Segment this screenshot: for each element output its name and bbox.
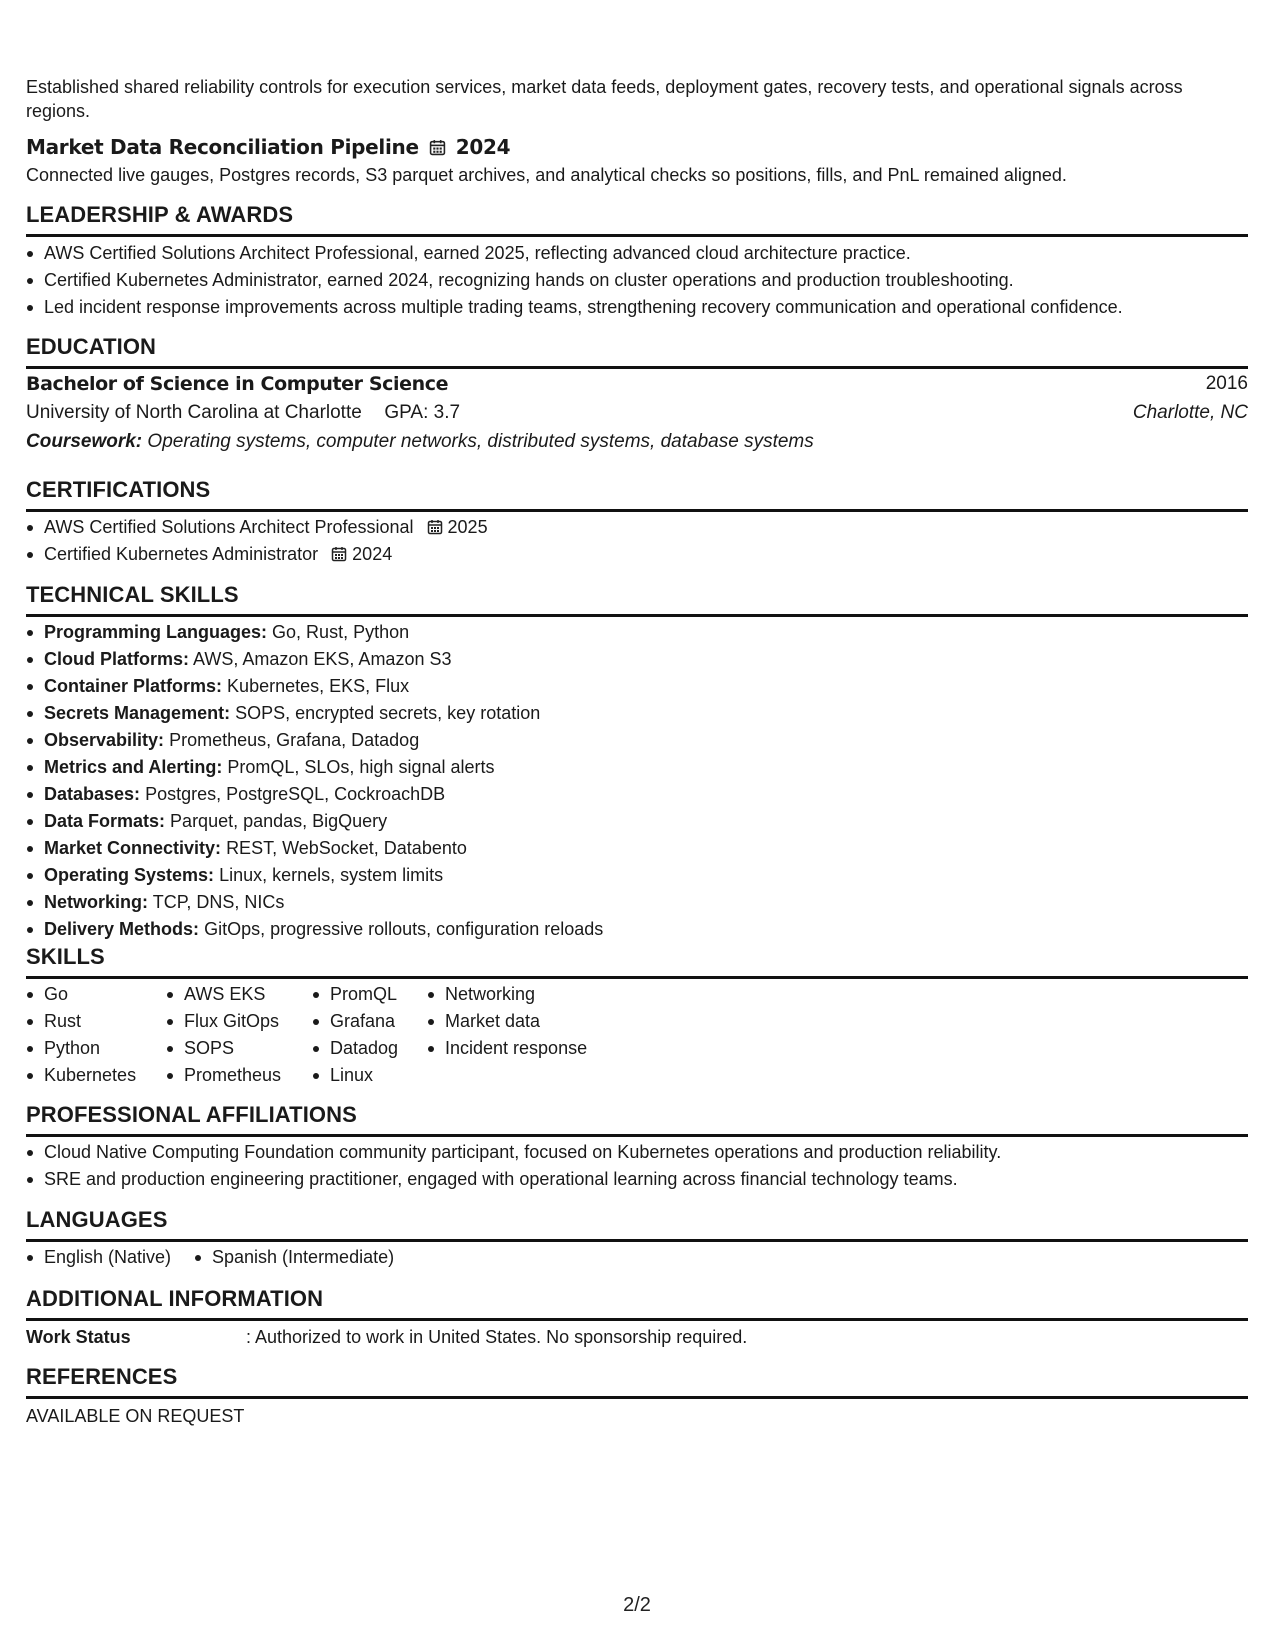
section-heading: EDUCATION [26, 334, 157, 359]
list-item [26, 862, 603, 889]
coursework-label: Coursework: [26, 431, 143, 452]
list-item: Kubernetes [26, 1062, 136, 1089]
list-item: AWS EKS [166, 981, 281, 1008]
list-item: Python [26, 1035, 136, 1062]
skill-values: REST, WebSocket, Databento [226, 838, 467, 858]
graduation-year: 2016 [1205, 373, 1248, 394]
section-heading: PROFESSIONAL AFFILIATIONS [26, 1102, 357, 1127]
section-divider [26, 1318, 1248, 1321]
skill-values: Go, Rust, Python [272, 622, 410, 642]
skill-values: Postgres, PostgreSQL, CockroachDB [145, 784, 446, 804]
calendar-icon [331, 546, 347, 562]
coursework-list: Operating systems, computer networks, distributed systems, database systems [147, 431, 814, 452]
language-item-1 [26, 1244, 171, 1271]
list-item: Spanish (Intermediate) [194, 1244, 394, 1271]
skill-values: Kubernetes, EKS, Flux [227, 676, 410, 696]
list-item [26, 754, 603, 781]
skill-values: Linux, kernels, system limits [219, 865, 444, 885]
section-heading: CERTIFICATIONS [26, 477, 211, 502]
skill-category: Market Connectivity: [44, 838, 222, 858]
section-divider [26, 1239, 1248, 1242]
list-item [26, 541, 488, 568]
list-item: SRE and production engineering practitioner, engaged with operational learning across financial technology teams. [26, 1166, 1001, 1193]
skills-column-3 [312, 981, 398, 1089]
section-technical-skills [26, 582, 1248, 617]
list-item: Certified Kubernetes Administrator, earned 2024, recognizing hands on cluster operations and production troubleshooting. [26, 267, 1123, 294]
list-item [26, 916, 603, 943]
resume-page-2 [26, 0, 1248, 1650]
school-name: University of North Carolina at Charlotte [26, 402, 362, 423]
gpa: GPA: 3.7 [384, 402, 461, 423]
list-item: Led incident response improvements across multiple trading teams, strengthening recovery communication and operational confidence. [26, 294, 1123, 321]
education-degree-row [26, 370, 1248, 398]
section-additional-info [26, 1286, 1248, 1321]
project-description: Connected live gauges, Postgres records, S3 parquet archives, and analytical checks so positions, fills, and PnL remained aligned. [26, 165, 1067, 185]
list-item: SOPS [166, 1035, 281, 1062]
skill-category: Cloud Platforms: [44, 649, 190, 669]
school-location: Charlotte, NC [1132, 402, 1248, 423]
list-item [26, 889, 603, 916]
skill-category: Observability: [44, 730, 165, 750]
list-item: English (Native) [26, 1244, 171, 1271]
page-number: 2/2 [623, 1594, 651, 1616]
affiliations-list [26, 1139, 1001, 1193]
list-item: Prometheus [166, 1062, 281, 1089]
skill-values: Prometheus, Grafana, Datadog [169, 730, 420, 750]
section-divider [26, 509, 1248, 512]
intro-paragraph: Established shared reliability controls for execution services, market data feeds, deployment gates, recovery tests, and operational signals across regions. [26, 77, 1183, 121]
references-text: AVAILABLE ON REQUEST [26, 1406, 245, 1426]
calendar-icon [427, 519, 443, 535]
section-heading: REFERENCES [26, 1364, 178, 1389]
skill-values: SOPS, encrypted secrets, key rotation [235, 703, 541, 723]
list-item: AWS Certified Solutions Architect Professional, earned 2025, reflecting advanced cloud architecture practice. [26, 240, 1123, 267]
skill-category: Operating Systems: [44, 865, 215, 885]
skill-values: TCP, DNS, NICs [152, 892, 285, 912]
skill-category: Metrics and Alerting: [44, 757, 223, 777]
section-divider [26, 976, 1248, 979]
leadership-list [26, 240, 1123, 321]
skill-category: Container Platforms: [44, 676, 223, 696]
skills-column-1 [26, 981, 136, 1089]
project-title: Market Data Reconciliation Pipeline [26, 135, 419, 159]
section-divider [26, 366, 1248, 369]
skill-values: Parquet, pandas, BigQuery [170, 811, 388, 831]
degree-title: Bachelor of Science in Computer Science [26, 373, 449, 395]
section-heading: ADDITIONAL INFORMATION [26, 1286, 324, 1311]
list-item: Datadog [312, 1035, 398, 1062]
list-item: Market data [427, 1008, 587, 1035]
section-divider [26, 614, 1248, 617]
education-school-row [26, 399, 1248, 427]
coursework-row [26, 428, 1248, 456]
list-item [26, 700, 603, 727]
skills-column-4 [427, 981, 587, 1062]
list-item [26, 673, 603, 700]
project-year: 2024 [455, 135, 511, 159]
section-divider [26, 1134, 1248, 1137]
section-certifications [26, 477, 1248, 512]
list-item: Rust [26, 1008, 136, 1035]
list-item: Grafana [312, 1008, 398, 1035]
section-references [26, 1364, 1248, 1399]
section-heading: SKILLS [26, 944, 105, 969]
list-item [26, 646, 603, 673]
coursework [26, 428, 814, 456]
school-info [26, 399, 460, 427]
list-item [26, 514, 488, 541]
list-item: Flux GitOps [166, 1008, 281, 1035]
skill-values: GitOps, progressive rollouts, configuration reloads [204, 919, 604, 939]
technical-skills-list [26, 619, 603, 943]
section-education [26, 334, 1248, 369]
list-item: Incident response [427, 1035, 587, 1062]
certification-name: Certified Kubernetes Administrator [44, 544, 319, 564]
work-status-value: : Authorized to work in United States. No sponsorship required. [246, 1327, 748, 1347]
section-heading: TECHNICAL SKILLS [26, 582, 239, 607]
list-item [26, 781, 603, 808]
section-heading: LANGUAGES [26, 1207, 168, 1232]
list-item: Go [26, 981, 136, 1008]
list-item: PromQL [312, 981, 398, 1008]
project-title-row [26, 134, 510, 160]
certification-name: AWS Certified Solutions Architect Professional [44, 517, 414, 537]
list-item [26, 808, 603, 835]
skill-category: Delivery Methods: [44, 919, 200, 939]
skill-values: AWS, Amazon EKS, Amazon S3 [193, 649, 452, 669]
list-item: Networking [427, 981, 587, 1008]
list-item: Cloud Native Computing Foundation community participant, focused on Kubernetes operations and production reliability. [26, 1139, 1001, 1166]
skill-values: PromQL, SLOs, high signal alerts [227, 757, 495, 777]
skill-category: Programming Languages: [44, 622, 268, 642]
section-divider [26, 234, 1248, 237]
section-languages [26, 1207, 1248, 1242]
skill-category: Networking: [44, 892, 149, 912]
list-item [26, 727, 603, 754]
work-status-label: Work Status [26, 1327, 131, 1347]
language-item-2 [194, 1244, 394, 1271]
section-divider [26, 1396, 1248, 1399]
skill-category: Data Formats: [44, 811, 166, 831]
list-item: Linux [312, 1062, 398, 1089]
section-heading: LEADERSHIP & AWARDS [26, 202, 294, 227]
list-item [26, 835, 603, 862]
certification-year: 2025 [447, 517, 488, 537]
section-leadership [26, 202, 1248, 237]
skills-column-2 [166, 981, 281, 1089]
list-item [26, 619, 603, 646]
certifications-list [26, 514, 488, 568]
section-skills [26, 944, 1248, 979]
work-status-row [26, 1324, 1248, 1350]
skill-category: Databases: [44, 784, 141, 804]
section-affiliations [26, 1102, 1248, 1137]
calendar-icon [429, 139, 446, 156]
skill-category: Secrets Management: [44, 703, 231, 723]
certification-year: 2024 [352, 544, 393, 564]
